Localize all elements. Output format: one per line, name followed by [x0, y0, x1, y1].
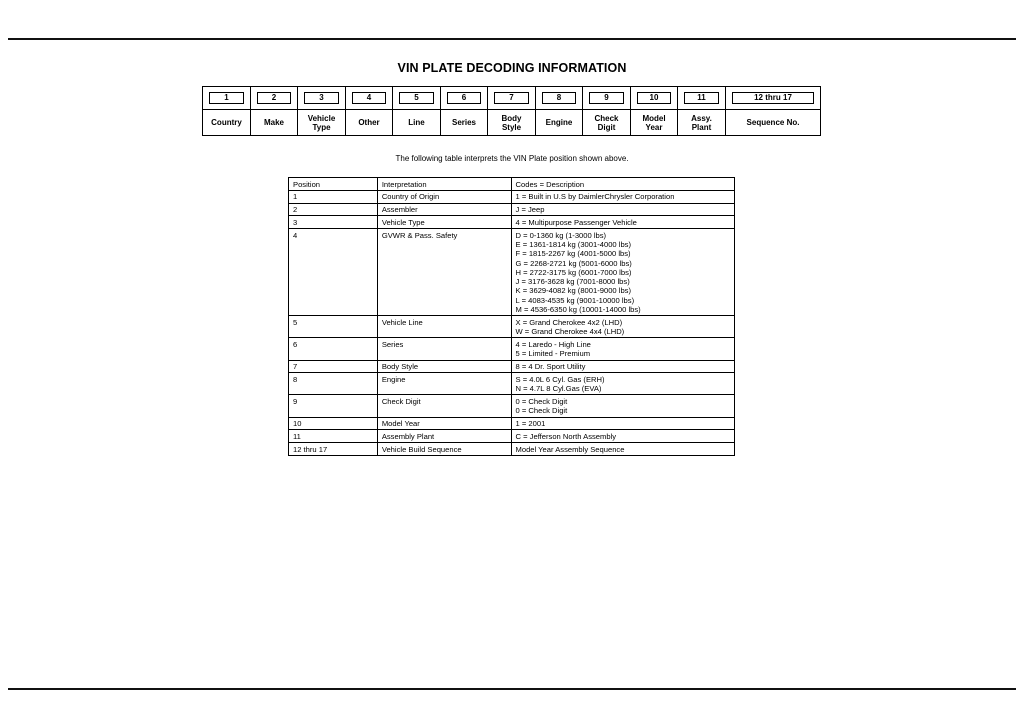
cell-position: 6 [289, 338, 378, 360]
table-intro-note: The following table interprets the VIN Plate position shown above. [395, 154, 629, 163]
cell-position: 1 [289, 190, 378, 203]
vin-position-number: 8 [542, 92, 576, 104]
table-row [289, 338, 735, 360]
code-line: 4 = Laredo - High Line [515, 339, 591, 349]
vin-position-1 [203, 87, 251, 135]
vin-position-3 [298, 87, 346, 135]
cell-codes [511, 430, 734, 443]
vin-position-label-text: Make [263, 118, 284, 128]
vin-position-number: 12 thru 17 [732, 92, 814, 104]
vin-position-number: 10 [637, 92, 671, 104]
cell-codes [511, 203, 734, 216]
code-line: Model Year Assembly Sequence [515, 444, 625, 454]
cell-position: 8 [289, 373, 378, 395]
cell-codes [511, 360, 734, 373]
page-title: VIN PLATE DECODING INFORMATION [397, 61, 627, 75]
vin-position-label-text: Other [358, 118, 380, 128]
cell-position: 9 [289, 395, 378, 417]
bottom-rule [8, 688, 1016, 690]
vin-position-label [536, 109, 582, 136]
cell-position: 10 [289, 417, 378, 430]
vin-position-number: 11 [684, 92, 719, 104]
cell-interpretation: Body Style [377, 360, 511, 373]
code-line: L = 4083-4535 kg (9001-10000 lbs) [515, 295, 635, 305]
cell-codes [511, 190, 734, 203]
vin-position-label [678, 109, 725, 136]
code-line: G = 2268-2721 kg (5001-6000 lbs) [515, 258, 632, 268]
vin-position-strip [202, 86, 821, 136]
code-line: C = Jefferson North Assembly [515, 431, 617, 441]
vin-position-label [441, 109, 487, 136]
cell-position: 7 [289, 360, 378, 373]
table-row [289, 216, 735, 229]
code-line: H = 2722-3175 kg (6001-7000 lbs) [515, 267, 632, 277]
header-interpretation: Interpretation [377, 178, 511, 191]
vin-position-label [583, 109, 630, 136]
vin-position-number: 5 [399, 92, 434, 104]
table-row [289, 316, 735, 338]
cell-codes [511, 395, 734, 417]
table-header-row [289, 178, 735, 191]
vin-position-2 [251, 87, 298, 135]
code-line: K = 3629-4082 kg (8001-9000 lbs) [515, 286, 631, 296]
cell-codes [511, 417, 734, 430]
vin-position-label-text: Series [451, 118, 477, 128]
vin-position-label-text: Engine [545, 118, 573, 128]
vin-codes-table [288, 177, 735, 456]
code-line: 0 = Check Digit [515, 406, 568, 416]
cell-interpretation: Model Year [377, 417, 511, 430]
cell-codes [511, 338, 734, 360]
vin-position-11 [678, 87, 726, 135]
cell-position: 5 [289, 316, 378, 338]
code-line: E = 1361-1814 kg (3001-4000 lbs) [515, 239, 631, 249]
cell-codes [511, 316, 734, 338]
table-row [289, 360, 735, 373]
table-row [289, 190, 735, 203]
code-line: W = Grand Cherokee 4x4 (LHD) [515, 327, 625, 337]
header-codes: Codes = Description [511, 178, 734, 191]
code-line: 8 = 4 Dr. Sport Utility [515, 362, 586, 372]
cell-interpretation: Check Digit [377, 395, 511, 417]
cell-codes [511, 216, 734, 229]
cell-interpretation: Vehicle Build Sequence [377, 443, 511, 456]
table-row [289, 203, 735, 216]
vin-position-label-text: Vehicle Type [307, 113, 336, 132]
cell-interpretation: Engine [377, 373, 511, 395]
cell-interpretation: Assembly Plant [377, 430, 511, 443]
vin-position-4 [346, 87, 393, 135]
vin-position-label [203, 109, 250, 136]
code-line: M = 4536-6350 kg (10001-14000 lbs) [515, 305, 641, 315]
table-row [289, 395, 735, 417]
vin-position-7 [488, 87, 536, 135]
code-line: 5 = Limited - Premium [515, 349, 591, 359]
cell-interpretation: Country of Origin [377, 190, 511, 203]
cell-position: 2 [289, 203, 378, 216]
code-line: S = 4.0L 6 Cyl. Gas (ERH) [515, 374, 605, 384]
vin-position-number: 6 [447, 92, 481, 104]
vin-position-9 [583, 87, 631, 135]
code-line: N = 4.7L 8 Cyl.Gas (EVA) [515, 384, 602, 394]
cell-position: 11 [289, 430, 378, 443]
code-line: 4 = Multipurpose Passenger Vehicle [515, 217, 637, 227]
cell-interpretation: Vehicle Type [377, 216, 511, 229]
table-row [289, 430, 735, 443]
vin-position-label [393, 109, 440, 136]
code-line: D = 0-1360 kg (1-3000 lbs) [515, 230, 607, 240]
cell-codes [511, 373, 734, 395]
vin-position-6 [441, 87, 488, 135]
cell-position: 3 [289, 216, 378, 229]
vin-position-label [298, 109, 345, 136]
vin-position-5 [393, 87, 441, 135]
cell-interpretation: Assembler [377, 203, 511, 216]
vin-position-label-text: Body Style [501, 113, 522, 132]
top-rule [8, 38, 1016, 40]
code-line: J = Jeep [515, 205, 545, 215]
table-row [289, 417, 735, 430]
vin-position-label [631, 109, 677, 136]
table-row [289, 443, 735, 456]
vin-position-label-text: Model Year [642, 113, 666, 132]
vin-position-label-text: Check Digit [594, 113, 619, 132]
vin-position-8 [536, 87, 583, 135]
vin-position-label [251, 109, 297, 136]
vin-position-number: 9 [589, 92, 624, 104]
code-line: 1 = 2001 [515, 419, 546, 429]
cell-codes [511, 229, 734, 316]
cell-codes [511, 443, 734, 456]
code-line: F = 1815-2267 kg (4001-5000 lbs) [515, 249, 631, 259]
vin-position-number: 4 [352, 92, 386, 104]
cell-position: 4 [289, 229, 378, 316]
vin-position-label [488, 109, 535, 136]
vin-position-label [346, 109, 392, 136]
vin-position-label-text: Sequence No. [746, 118, 800, 128]
vin-position-12 [726, 87, 820, 135]
cell-interpretation: Series [377, 338, 511, 360]
vin-position-number: 7 [494, 92, 529, 104]
code-line: 1 = Built in U.S by DaimlerChrysler Corporation [515, 192, 675, 202]
vin-position-label-text: Country [211, 118, 242, 128]
cell-position: 12 thru 17 [289, 443, 378, 456]
vin-position-label-text: Line [408, 118, 425, 128]
vin-position-label-text: Assy. Plant [691, 113, 712, 132]
header-position: Position [289, 178, 378, 191]
vin-position-number: 2 [257, 92, 291, 104]
table-row [289, 229, 735, 316]
vin-position-10 [631, 87, 678, 135]
code-line: J = 3176-3628 kg (7001-8000 lbs) [515, 277, 630, 287]
vin-position-number: 1 [209, 92, 244, 104]
cell-interpretation: GVWR & Pass. Safety [377, 229, 511, 316]
code-line: X = Grand Cherokee 4x2 (LHD) [515, 317, 623, 327]
cell-interpretation: Vehicle Line [377, 316, 511, 338]
code-line: 0 = Check Digit [515, 396, 568, 406]
vin-position-label [726, 109, 820, 136]
table-row [289, 373, 735, 395]
vin-position-number: 3 [304, 92, 339, 104]
